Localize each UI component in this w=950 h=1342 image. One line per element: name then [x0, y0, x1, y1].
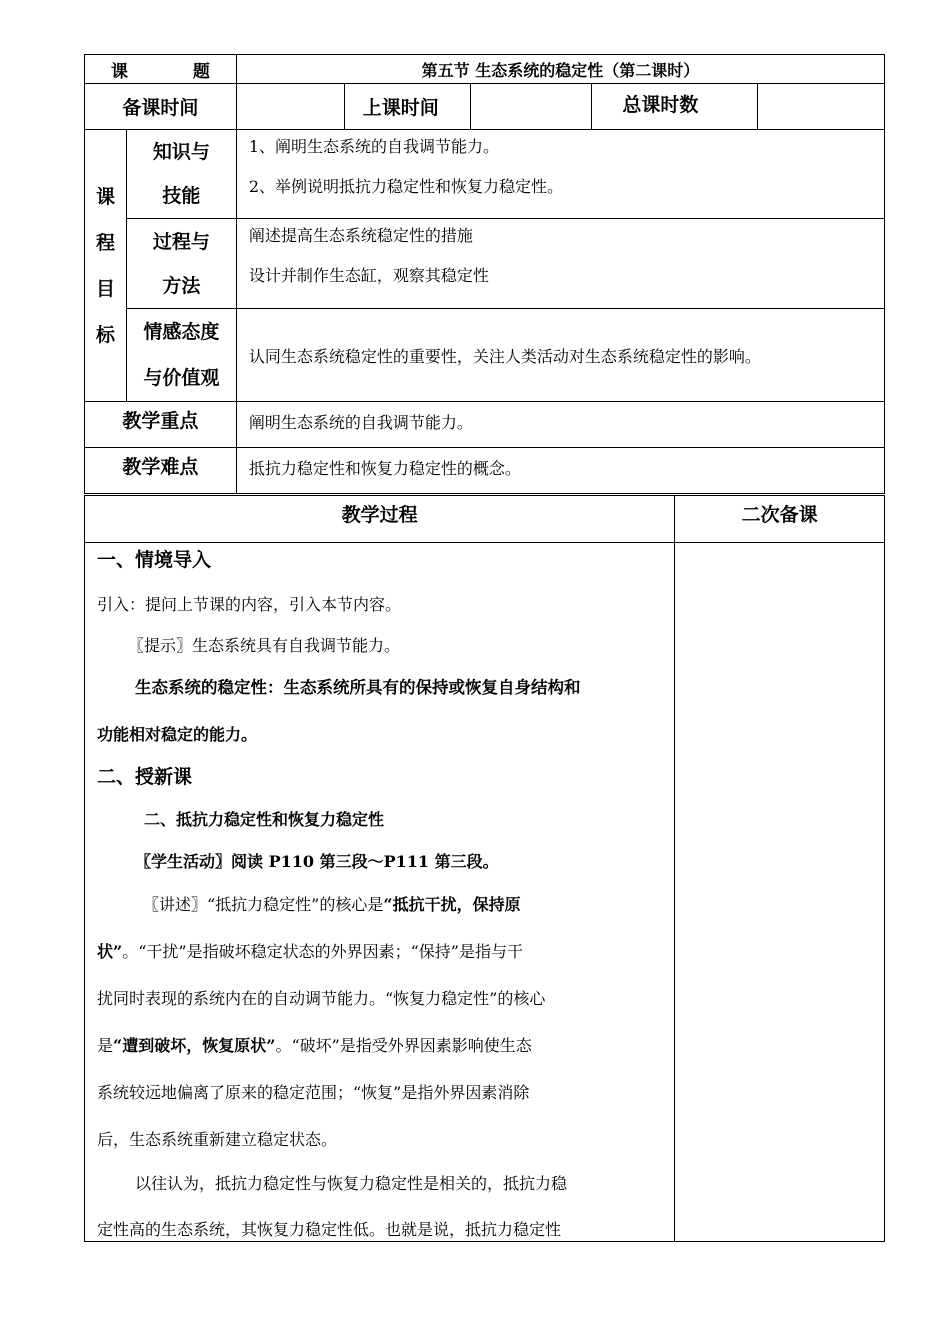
- process-label-line-1: 过程与: [152, 230, 210, 253]
- knowledge-item-2: 2、举例说明抵抗力稳定性和恢复力稳定性。: [248, 177, 564, 196]
- key-point-content: [236, 402, 884, 448]
- past-view-line-2: 定性高的生态系统，其恢复力稳定性低。也就是说，抵抗力稳定性: [97, 1220, 562, 1239]
- total-hours-label: 总课时数: [592, 84, 758, 130]
- lecture-line-4b: “遭到破坏，恢复原状”: [113, 1036, 276, 1055]
- teaching-process-table: [84, 495, 885, 1242]
- subject-label-cell: [85, 55, 237, 84]
- objectives-char-2: 程: [95, 231, 115, 254]
- lesson-plan-header-table: [84, 54, 885, 494]
- student-activity: 〖学生活动〗阅读 P110 第三段～P111 第三段。: [135, 852, 499, 871]
- knowledge-skills-label: [126, 130, 236, 219]
- objectives-char-1: 课: [95, 185, 115, 208]
- intro-text: 引入：提问上节课的内容，引入本节内容。: [97, 595, 402, 614]
- lecture-line-4: [85, 1033, 532, 1056]
- subject-label-char-1: 课: [111, 61, 128, 82]
- prep-time-value: [236, 84, 344, 130]
- process-label-line-2: 方法: [162, 274, 201, 297]
- teaching-process-header: 教学过程: [85, 496, 675, 543]
- difficulty-content: [236, 448, 884, 494]
- past-view-line-1: 以往认为，抵抗力稳定性与恢复力稳定性是相关的，抵抗力稳: [135, 1174, 568, 1193]
- process-methods-label: [126, 219, 236, 309]
- key-point-text: 阐明生态系统的自我调节能力。: [248, 413, 473, 432]
- lecture-line-3: 扰同时表现的系统内在的自动调节能力。“恢复力稳定性”的核心: [97, 989, 546, 1008]
- lecture-line-2: [85, 939, 523, 962]
- lecture-line-2b: 。“干扰”是指破坏稳定状态的外界因素；“保持”是指与干: [122, 942, 523, 961]
- knowledge-label-line-1: 知识与: [152, 141, 210, 163]
- process-item-1: 阐述提高生态系统稳定性的措施: [248, 226, 473, 245]
- knowledge-skills-content: [236, 130, 884, 219]
- lecture-line-4a: 是: [97, 1036, 114, 1055]
- key-point-label: 教学重点: [85, 402, 237, 448]
- section-2-title: 二、授新课: [97, 766, 193, 788]
- attitude-values-content: [236, 309, 884, 402]
- section-1-title: 一、情境导入: [97, 549, 212, 571]
- lecture-line-2a: 状”: [97, 942, 123, 961]
- lecture-line-4c: 。“破坏”是指受外界因素影响使生态: [275, 1036, 532, 1055]
- lecture-line-1b: “抵抗干扰，保持原: [383, 895, 521, 914]
- subject-label-char-2: 题: [192, 61, 210, 82]
- attitude-label-line-2: 与价值观: [143, 367, 220, 389]
- definition-line-1: 生态系统的稳定性：生态系统所具有的保持或恢复自身结构和: [135, 678, 581, 697]
- knowledge-label-line-2: 技能: [162, 185, 201, 207]
- process-methods-content: [236, 219, 884, 309]
- process-item-2: 设计并制作生态缸，观察其稳定性: [248, 266, 489, 285]
- objectives-char-4: 标: [95, 323, 115, 346]
- subsection-title: 二、抵抗力稳定性和恢复力稳定性: [144, 810, 385, 829]
- attitude-values-label: [126, 309, 236, 402]
- attitude-label-line-1: 情感态度: [143, 321, 220, 343]
- lecture-line-5: 系统较远地偏离了原来的稳定范围；“恢复”是指外界因素消除: [97, 1083, 530, 1102]
- class-time-value: [470, 84, 592, 130]
- second-prep-header: 二次备课: [675, 496, 885, 543]
- prep-time-label: 备课时间: [85, 84, 237, 130]
- class-time-label: 上课时间: [344, 84, 470, 130]
- lesson-title: 第五节 生态系统的稳定性（第二课时）: [236, 55, 884, 84]
- teaching-process-content: [85, 543, 675, 1242]
- attitude-text: 认同生态系统稳定性的重要性，关注人类活动对生态系统稳定性的影响。: [248, 346, 761, 366]
- course-objectives-label: [85, 130, 127, 402]
- difficulty-text: 抵抗力稳定性和恢复力稳定性的概念。: [248, 459, 521, 478]
- hint-text: 〖提示〗生态系统具有自我调节能力。: [128, 636, 401, 655]
- lecture-line-1: [85, 892, 521, 915]
- knowledge-item-1: 1、阐明生态系统的自我调节能力。: [248, 137, 500, 156]
- lecture-line-6: 后，生态系统重新建立稳定状态。: [97, 1130, 338, 1149]
- lecture-line-1a: 〖讲述〗“抵抗力稳定性”的核心是: [143, 895, 384, 914]
- definition-line-2: 功能相对稳定的能力。: [97, 725, 258, 744]
- objectives-char-3: 目: [95, 277, 115, 300]
- total-hours-value: [758, 84, 885, 130]
- difficulty-label: 教学难点: [85, 448, 237, 494]
- second-prep-content: [675, 543, 885, 1242]
